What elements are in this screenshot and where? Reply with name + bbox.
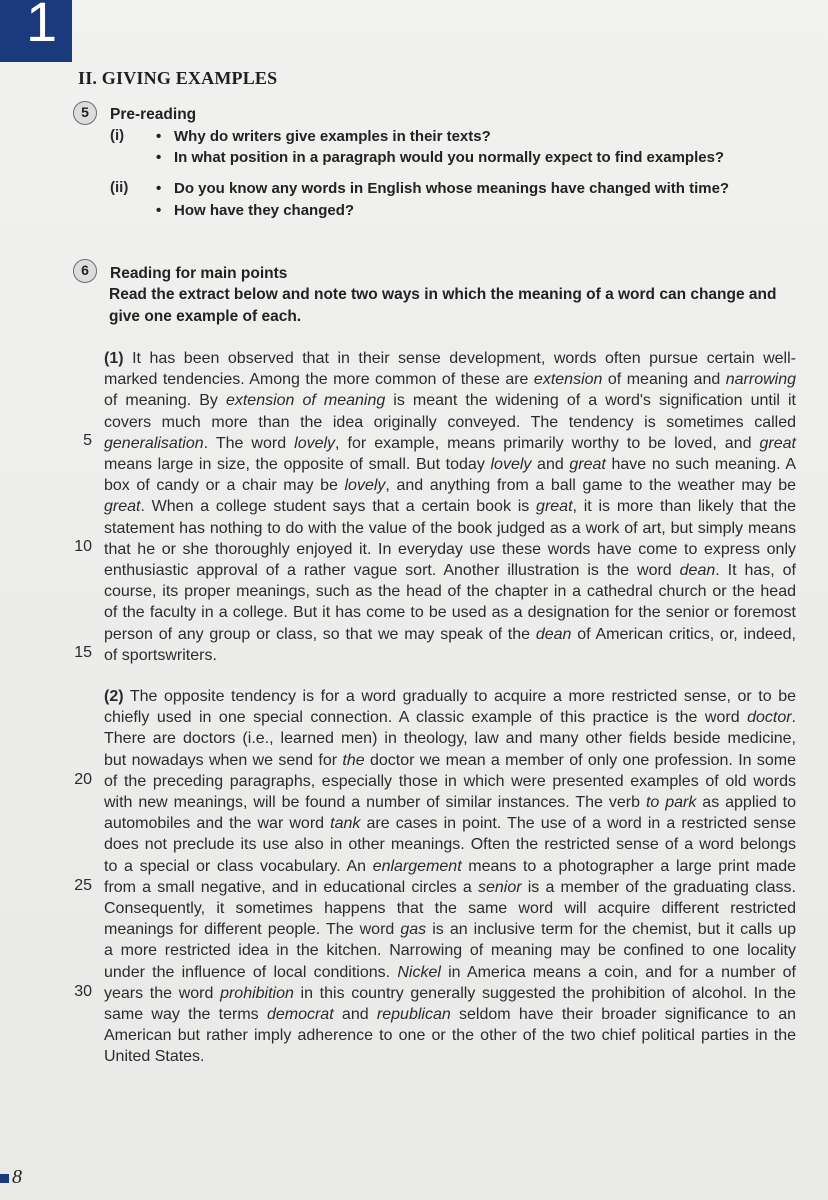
text-line <box>104 983 796 1004</box>
text-line <box>104 919 796 940</box>
text-run: of meaning and <box>602 371 726 389</box>
italic-term: dean <box>535 625 572 643</box>
text-run: It has been observed that in their sense development, words often pursue certain well- <box>132 350 796 367</box>
text-line <box>104 433 796 454</box>
italic-term: Nickel <box>397 963 441 981</box>
extract-paragraph-1 <box>104 348 796 666</box>
text-run: doctor we mean a member of only one profession. In some <box>364 751 797 769</box>
italic-term: tank <box>330 815 361 833</box>
text-line <box>104 877 796 898</box>
text-run: a more restricted idea in the kitchen. Narrowing of meaning may be confined to one locality <box>104 942 796 960</box>
bullet-text: Why do writers give examples in their texts? <box>174 128 491 145</box>
text-line <box>104 1046 796 1067</box>
bullet-item <box>156 149 724 166</box>
text-line <box>104 940 796 961</box>
text-run: and <box>531 456 570 474</box>
text-run: of the preceding paragraphs, especially those in which were presented examples of old words <box>104 772 796 790</box>
text-run: enthusiastic approval of a rather vague sort. Another illustration is the word <box>104 562 680 580</box>
text-run: with new meanings, will be found a number of similar instances. The verb <box>104 794 646 812</box>
task-6-title: Reading for main points <box>110 265 288 282</box>
text-run: to a special or class vocabulary. An <box>104 857 373 875</box>
text-run: is meant the widening of a word's signification until it <box>385 392 796 410</box>
chapter-tab <box>0 0 72 62</box>
section-title: II. GIVING EXAMPLES <box>78 68 278 88</box>
bullet-item <box>156 128 491 145</box>
italic-term: the <box>342 751 365 769</box>
line-number: 15 <box>74 644 92 661</box>
text-line <box>104 834 796 855</box>
page-marker <box>0 1174 9 1183</box>
paragraph-number: (2) <box>104 688 124 705</box>
text-run: in this country generally suggested the prohibition of alcohol. In the <box>293 984 796 1002</box>
text-run: is an inclusive term for the chemist, but it calls up <box>426 921 796 939</box>
text-run: and <box>333 1006 377 1024</box>
italic-term: lovely <box>344 477 386 495</box>
text-line <box>104 602 796 623</box>
text-line <box>104 518 796 539</box>
text-run: The opposite tendency is for a word gradually to acquire a more restricted sense, or to be <box>129 688 797 705</box>
text-run: chiefly used in one special connection. A classic example of this practice is the word <box>104 709 748 727</box>
text-run: but nowadays when we send for <box>104 751 343 769</box>
chapter-number: 1 <box>26 0 58 53</box>
italic-term: great <box>536 498 573 516</box>
italic-term: gas <box>400 921 427 939</box>
text-run: statement has nothing to do with the value of the book judged as a work of art, but simply means <box>104 519 796 537</box>
italic-term: great <box>104 498 141 516</box>
text-run: . It has, of <box>715 562 796 580</box>
text-line <box>104 390 796 411</box>
extract-paragraph-2 <box>104 686 796 1068</box>
text-line <box>104 962 796 983</box>
text-run: . <box>791 709 796 727</box>
italic-term: extension of meaning <box>225 392 386 410</box>
line-number: 20 <box>74 771 92 788</box>
italic-term: lovely <box>490 456 532 474</box>
text-line <box>104 645 796 666</box>
text-run: There are doctors (i.e., learned men) in theology, law and many other fields beside medicine, <box>104 730 796 748</box>
text-run: person of any group or class, so that we may speak of the <box>104 625 536 643</box>
task-6-number-badge: 6 <box>73 259 97 283</box>
text-run: meanings for different people. The word <box>104 921 401 939</box>
text-run: of meaning. By <box>104 392 226 410</box>
task-6-instruction: Read the extract below and note two ways in which the meaning of a word can change and give one example of each. <box>109 286 777 325</box>
text-run: covers much more than the idea originally conveyed. The tendency is sometimes called <box>104 413 796 431</box>
task-5-title: Pre-reading <box>110 106 197 123</box>
text-run: . The word <box>203 434 295 452</box>
text-run: have no such meaning. A <box>605 456 797 474</box>
text-run: as applied to <box>696 794 796 812</box>
text-line <box>104 624 796 645</box>
text-run: of sportswriters. <box>104 646 217 664</box>
page-number: 8 <box>12 1166 22 1188</box>
bullet-item <box>156 202 354 219</box>
text-run: from a small negative, and in educational circles a <box>104 878 478 896</box>
italic-term: narrowing <box>725 371 796 389</box>
text-run: , it is more than likely that the <box>572 498 797 516</box>
text-run: seldom have their broader significance to an <box>450 1006 797 1024</box>
text-line <box>104 454 796 475</box>
italic-term: prohibition <box>220 984 294 1002</box>
part-ii-label: (ii) <box>110 179 129 196</box>
text-line <box>104 539 796 560</box>
text-line <box>104 750 796 771</box>
italic-term: senior <box>477 878 522 896</box>
text-run: Consequently, it sometimes happens that the same word will acquire different restricted <box>104 900 796 918</box>
line-number: 25 <box>74 877 92 894</box>
text-line <box>104 707 796 728</box>
italic-term: generalisation <box>104 434 204 452</box>
italic-term: democrat <box>266 1006 334 1024</box>
line-number: 30 <box>74 983 92 1000</box>
text-run: American but rather imply adherence to one or the other of the two chief political parties in the <box>104 1027 796 1045</box>
text-line <box>104 475 796 496</box>
text-run: course, its proper meanings, such as the head of the chapter in a cathedral church or the head <box>104 583 796 601</box>
text-run: does not preclude its use also in other meanings. Often the restricted sense of a word belongs <box>104 836 796 854</box>
text-run: automobiles and the war word <box>104 815 331 833</box>
text-line <box>104 496 796 517</box>
text-line <box>104 771 796 792</box>
text-run: of American critics, or, indeed, <box>571 625 797 643</box>
text-line <box>104 348 796 369</box>
italic-term: extension <box>533 371 603 389</box>
bullet-text: Do you know any words in English whose meanings have changed with time? <box>174 180 730 197</box>
italic-term: dean <box>679 562 716 580</box>
bullet-dot-icon: • <box>156 128 162 145</box>
text-run: that he or she thoroughly enjoyed it. In everyday use these words have come to express only <box>104 540 796 558</box>
task-5-number-badge: 5 <box>73 101 97 125</box>
bullet-dot-icon: • <box>156 180 162 197</box>
line-number: 5 <box>83 432 92 449</box>
bullet-text: In what position in a paragraph would you normally expect to find examples? <box>174 149 725 166</box>
bullet-item <box>156 180 729 197</box>
text-run: box of candy or a chair may be <box>104 477 345 495</box>
line-number: 10 <box>74 538 92 555</box>
bullet-dot-icon: • <box>156 149 162 166</box>
text-line <box>104 728 796 749</box>
text-run: is a member of the graduating class. <box>521 878 796 896</box>
italic-term: lovely <box>294 434 336 452</box>
bullet-dot-icon: • <box>156 202 162 219</box>
text-line <box>104 1025 796 1046</box>
text-run: under the influence of local conditions. <box>104 963 398 981</box>
text-line <box>104 686 796 707</box>
text-line <box>104 581 796 602</box>
text-run: marked tendencies. Among the more common of these are <box>104 371 534 389</box>
text-line <box>104 856 796 877</box>
text-line <box>104 1004 796 1025</box>
italic-term: enlargement <box>372 857 462 875</box>
italic-term: republican <box>376 1006 451 1024</box>
italic-term: to park <box>645 794 697 812</box>
italic-term: great <box>759 434 796 452</box>
italic-term: doctor <box>747 709 792 727</box>
text-run: same way the terms <box>104 1006 267 1024</box>
text-run: , and anything from a ball game to the weather may be <box>385 477 796 495</box>
text-run: years the word <box>104 984 221 1002</box>
text-line <box>104 813 796 834</box>
text-line <box>104 560 796 581</box>
text-run: means large in size, the opposite of small. But today <box>104 456 491 474</box>
text-run: of the faculty in a college. But it has come to be used as a designation for the senior or foremost <box>104 604 796 622</box>
text-run: in America means a coin, and for a number of <box>440 963 797 981</box>
italic-term: great <box>569 456 606 474</box>
text-run: . When a college student says that a certain book is <box>140 498 537 516</box>
paragraph-number: (1) <box>104 350 124 367</box>
text-line <box>104 369 796 390</box>
text-run: are cases in point. The use of a word in a restricted sense <box>360 815 796 833</box>
text-run: , for example, means primarily worthy to be loved, and <box>335 434 760 452</box>
text-line <box>104 792 796 813</box>
bullet-text: How have they changed? <box>174 202 355 219</box>
text-run: means to a photographer a large print made <box>461 857 797 875</box>
text-run: United States. <box>104 1048 205 1066</box>
part-i-label: (i) <box>110 127 125 144</box>
text-line <box>104 898 796 919</box>
text-line <box>104 412 796 433</box>
